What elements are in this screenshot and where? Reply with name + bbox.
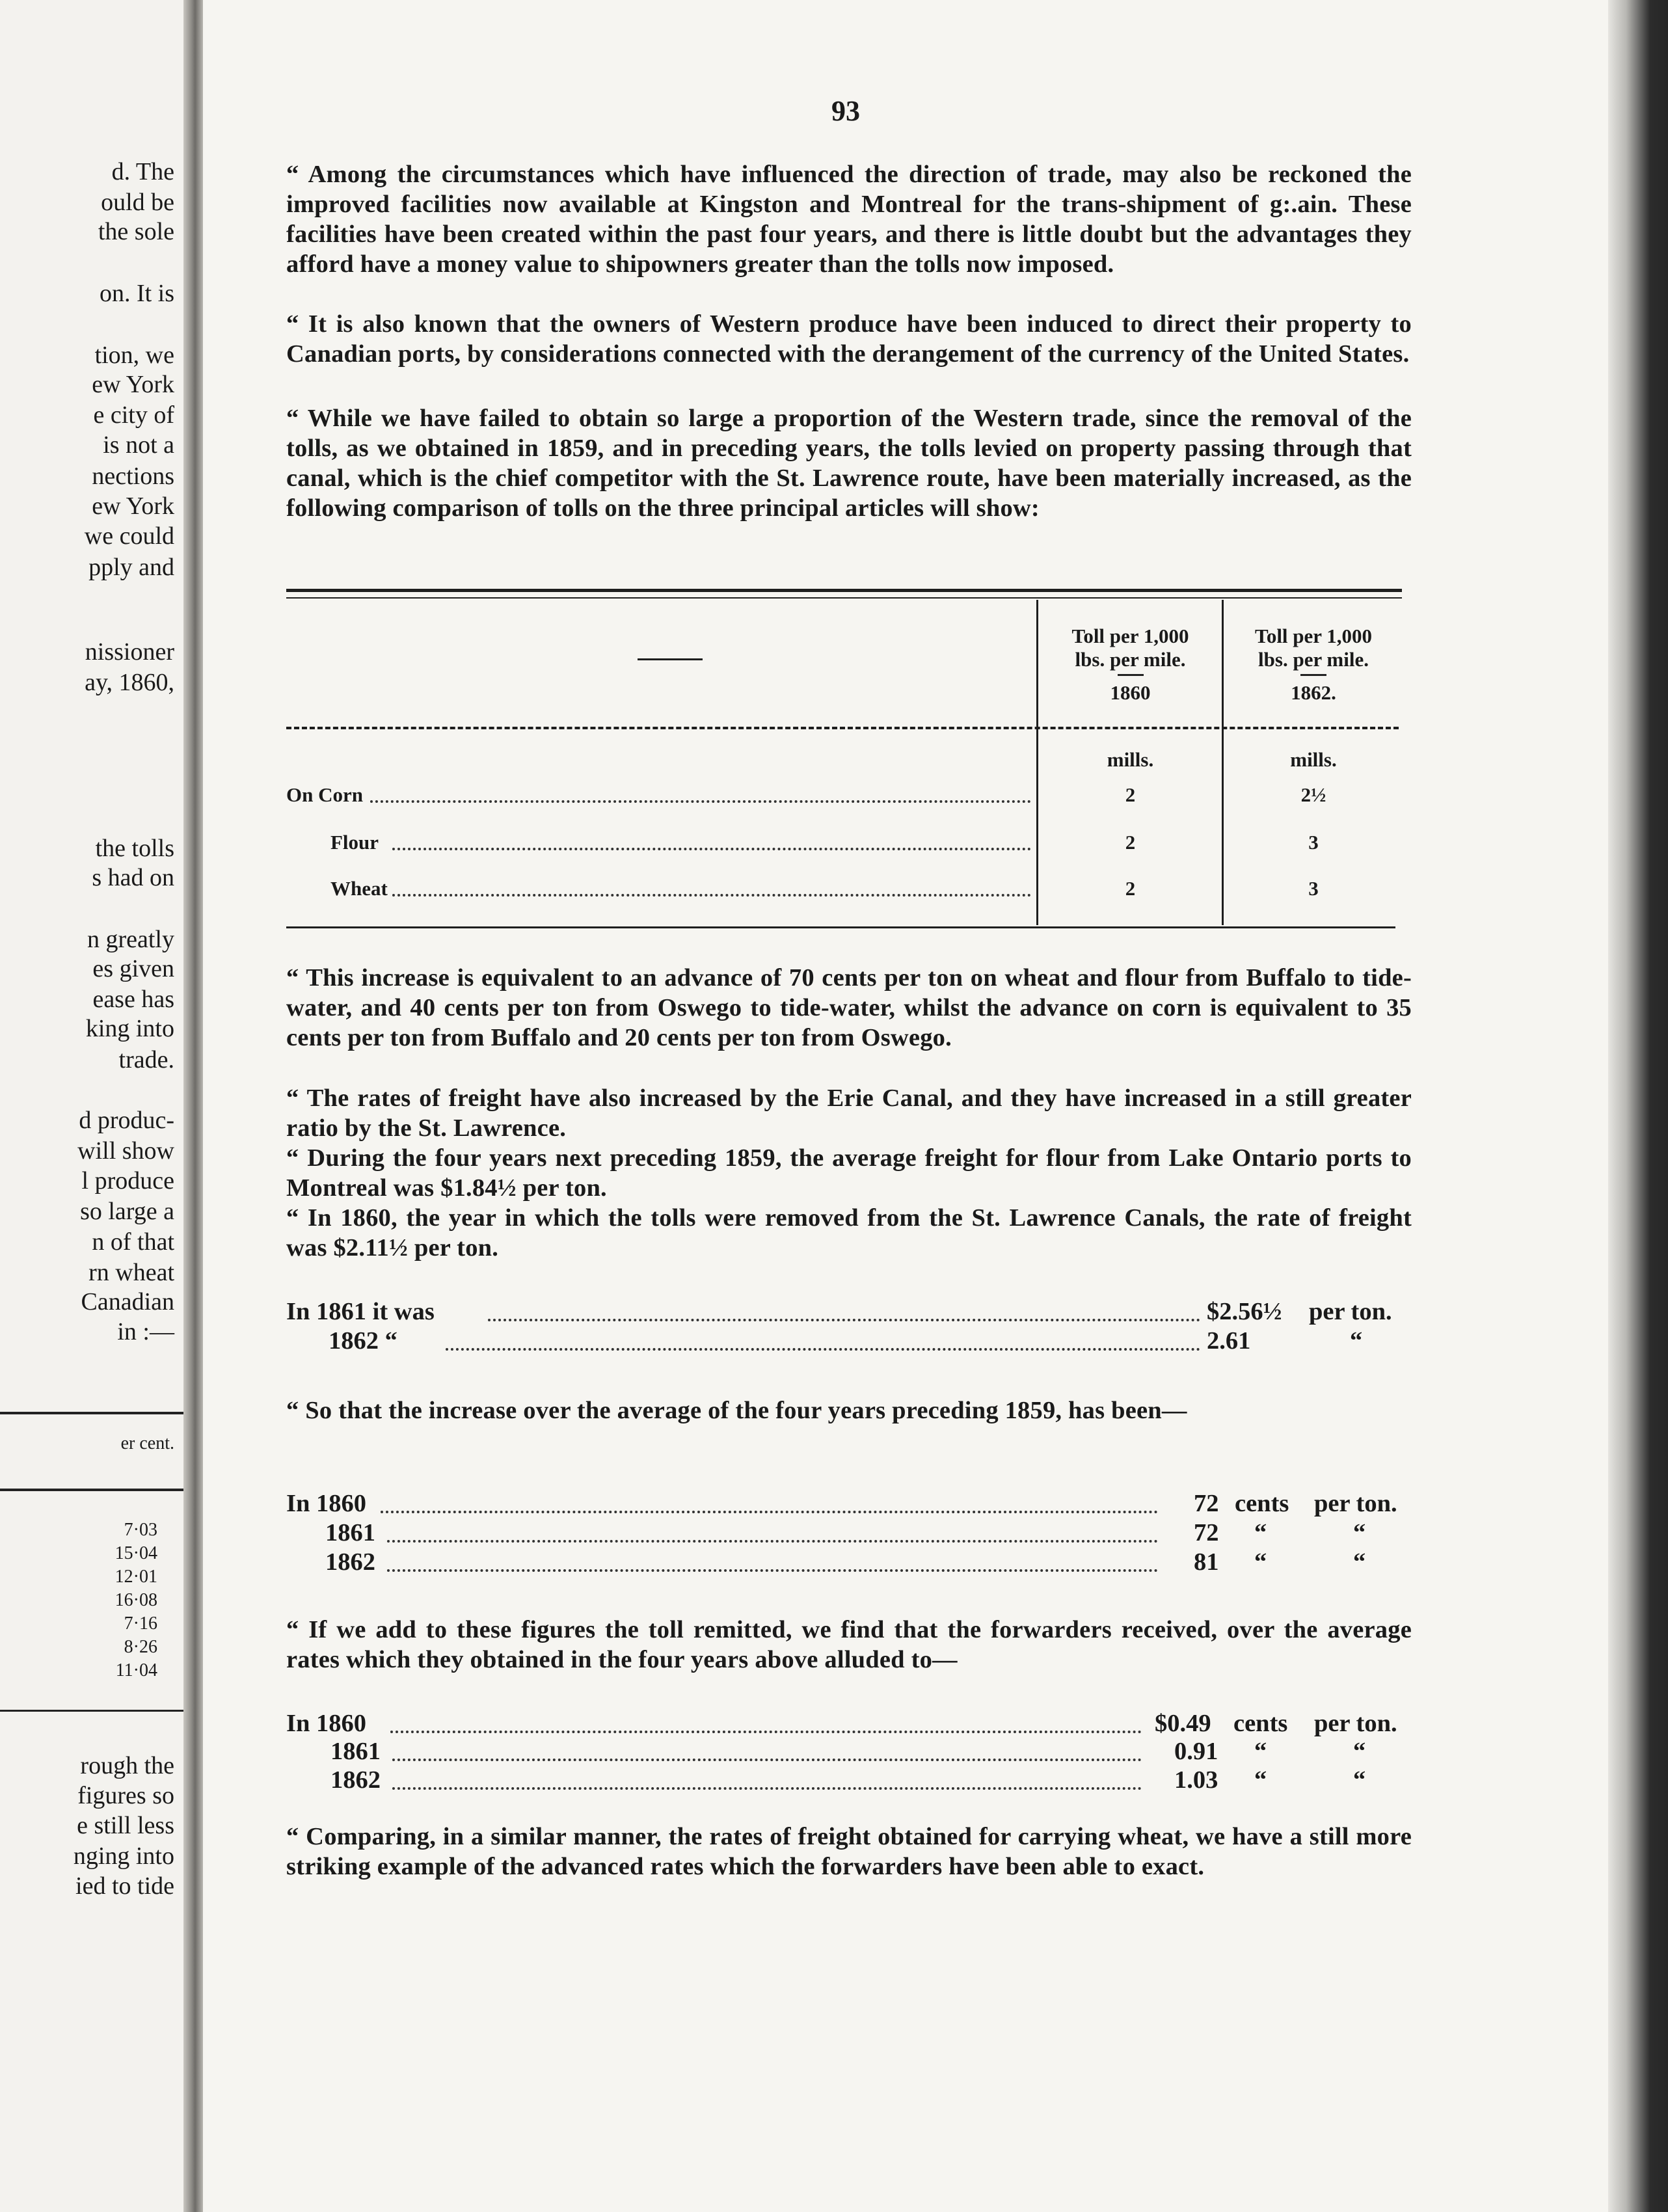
- col-header-1862: [1226, 625, 1401, 705]
- list-unit: “: [1254, 1548, 1267, 1576]
- paragraph-text: “ The rates of freight have also increased by the Erie Canal, and they have increased in a still greater ratio by the St. Lawrence.: [286, 1085, 1412, 1142]
- dot-leader: [392, 1787, 1142, 1790]
- unit-1860: mills.: [1107, 748, 1154, 771]
- dot-leader: [370, 800, 1031, 803]
- list-unit: “: [1353, 1738, 1366, 1765]
- list-label: 1861: [330, 1738, 381, 1765]
- list-label: 1862 “: [329, 1327, 397, 1355]
- paragraph: [286, 309, 1412, 369]
- list-unit: “: [1353, 1766, 1366, 1794]
- header-year: 1862.: [1291, 681, 1336, 704]
- paragraph: [286, 1203, 1412, 1263]
- list-label: In 1861 it was: [286, 1298, 435, 1325]
- list-value: $2.56½: [1207, 1298, 1282, 1325]
- fragment-line: ease has: [92, 986, 174, 1013]
- list-unit: “: [1350, 1327, 1363, 1355]
- page-number: 93: [831, 95, 860, 127]
- column-divider: [1036, 600, 1038, 925]
- fragment-line: d. The: [111, 158, 174, 185]
- fragment-line: nections: [92, 463, 174, 490]
- fragment-line: nissioner: [85, 638, 174, 666]
- fragment-line: rn wheat: [88, 1259, 174, 1286]
- header-dash: [1300, 674, 1326, 676]
- fragment-table-header: er cent.: [120, 1433, 174, 1453]
- list-unit: “: [1353, 1519, 1366, 1546]
- stub-header-dash: [638, 658, 703, 660]
- fragment-line: on. It is: [99, 280, 174, 307]
- paragraph-text: “ If we add to these figures the toll remitted, we find that the forwarders received, over the average rates which they obtained in the four years above alluded to—: [286, 1616, 1412, 1673]
- fragment-line: the tolls: [95, 835, 174, 862]
- paragraph-text: “ It is also known that the owners of Western produce have been induced to direct their property to Canadian ports, by considerations connected with the derangement of the currency of the United States.: [286, 310, 1412, 368]
- list-value: 1.03: [1174, 1766, 1218, 1794]
- fragment-line: s had on: [92, 864, 174, 891]
- fragment-line: will show: [77, 1137, 174, 1165]
- fragment-line: d produc-: [79, 1107, 174, 1134]
- table-bottom-rule: [286, 926, 1395, 928]
- list-value: 72: [1194, 1519, 1219, 1546]
- fragment-line: ould be: [101, 189, 174, 216]
- list-unit: “: [1254, 1766, 1267, 1794]
- fragment-line: king into: [85, 1015, 174, 1042]
- list-unit: “: [1254, 1738, 1267, 1765]
- fragment-line: l produce: [81, 1167, 174, 1194]
- list-unit: “: [1254, 1519, 1267, 1546]
- fragment-line: so large a: [80, 1198, 174, 1225]
- fragment-line: the sole: [98, 218, 174, 245]
- fragment-line: pply and: [88, 554, 174, 581]
- paragraph-text: “ So that the increase over the average of the four years preceding 1859, has been—: [286, 1397, 1187, 1424]
- paragraph-text: “ While we have failed to obtain so large a proportion of the Western trade, since the removal of the tolls, as we obtained in 1859, and in preceding years, the tolls levied on property passing through that canal, which is the chief competitor with the St. Lawrence route, have been materially increased, as the following comparison of tolls on the three principal articles will show:: [286, 405, 1412, 522]
- paragraph-text: “ This increase is equivalent to an advance of 70 cents per ton on wheat and flour from Buffalo to tide-water, and 40 cents per ton from Oswego to tide-water, whilst the advance on corn is equivalent to 35 cents per ton from Buffalo and 20 cents per ton from Oswego.: [286, 964, 1412, 1051]
- fragment-value: 16·08: [114, 1590, 157, 1610]
- header-line: Toll per 1,000: [1254, 625, 1372, 647]
- list-value: 72: [1194, 1490, 1219, 1517]
- table-top-rule: [286, 597, 1402, 599]
- fragment-line: nging into: [73, 1842, 174, 1870]
- dot-leader: [387, 1540, 1158, 1543]
- row-label: On Corn: [286, 783, 363, 806]
- book-gutter: [183, 0, 203, 2212]
- fragment-line: rough the: [80, 1752, 174, 1779]
- fragment-line: n of that: [92, 1228, 174, 1256]
- value-1862: 2½: [1300, 783, 1326, 806]
- fragment-line: es given: [92, 955, 174, 982]
- dot-leader: [390, 1731, 1142, 1733]
- fragment-line: e still less: [77, 1812, 174, 1839]
- header-dash: [1118, 674, 1144, 676]
- paragraph-text: “ Comparing, in a similar manner, the rates of freight obtained for carrying wheat, we have a still more striking example of the advanced rates which the forwarders have been able to exact.: [286, 1823, 1412, 1880]
- value-1862: 3: [1308, 831, 1319, 854]
- list-label: In 1860: [286, 1710, 367, 1737]
- header-line: lbs. per mile.: [1258, 648, 1369, 671]
- header-line: Toll per 1,000: [1071, 625, 1189, 647]
- fragment-line: tion, we: [94, 342, 174, 369]
- table-top-rule: [286, 589, 1402, 592]
- list-label: 1862: [330, 1766, 381, 1794]
- dot-leader: [392, 848, 1031, 850]
- fragment-line: we could: [84, 522, 174, 550]
- paragraph: [286, 963, 1412, 1053]
- fragment-value: 12·01: [114, 1567, 157, 1587]
- fragment-line: e city of: [93, 401, 174, 429]
- previous-page-fragment: [0, 0, 183, 2212]
- dot-leader: [387, 1569, 1158, 1572]
- paragraph-text: “ Among the circumstances which have influenced the direction of trade, may also be reckoned the improved facilities now available at Kingston and Montreal for the trans-shipment of g:.ain. These facilities have been created within the past four years, and there is little doubt but the advantages they afford have a money value to shipowners greater than the tolls now imposed.: [286, 161, 1412, 278]
- list-unit: per ton.: [1314, 1710, 1397, 1737]
- list-unit: cents: [1233, 1710, 1288, 1737]
- paragraph: [286, 1083, 1412, 1143]
- fragment-line: n greatly: [87, 926, 174, 953]
- fragment-value: 11·04: [115, 1660, 157, 1680]
- list-label: 1862: [325, 1548, 375, 1576]
- fragment-value: 7·03: [124, 1520, 157, 1540]
- list-unit: “: [1353, 1548, 1366, 1576]
- fragment-line: ew York: [92, 371, 174, 398]
- dot-leader: [488, 1319, 1200, 1321]
- fragment-rule: [0, 1412, 183, 1414]
- page-edge: [1608, 0, 1668, 2212]
- list-value: $0.49: [1155, 1710, 1211, 1737]
- value-1860: 2: [1125, 831, 1136, 854]
- header-rule: [286, 727, 1399, 729]
- paragraph-text: “ During the four years next preceding 1859, the average freight for flour from Lake Ontario ports to Montreal was $1.84½ per ton.: [286, 1144, 1412, 1202]
- fragment-rule: [0, 1710, 183, 1712]
- column-divider: [1222, 600, 1224, 925]
- fragment-line: in :—: [117, 1318, 174, 1345]
- paragraph: [286, 1822, 1412, 1882]
- dot-leader: [381, 1511, 1158, 1513]
- fragment-value: 15·04: [114, 1543, 157, 1563]
- list-value: 2.61: [1207, 1327, 1251, 1355]
- fragment-line: trade.: [118, 1046, 174, 1073]
- paragraph: [286, 403, 1412, 523]
- dot-leader: [392, 894, 1031, 897]
- col-header-1860: [1041, 625, 1220, 705]
- value-1862: 3: [1308, 877, 1319, 900]
- paragraph: [286, 1615, 1412, 1675]
- value-1860: 2: [1125, 877, 1136, 900]
- list-unit: per ton.: [1309, 1298, 1392, 1325]
- paragraph: [286, 1143, 1412, 1203]
- fragment-line: ew York: [92, 492, 174, 520]
- unit-1862: mills.: [1290, 748, 1337, 771]
- list-value: 81: [1194, 1548, 1219, 1576]
- dot-leader: [392, 1759, 1142, 1761]
- header-year: 1860: [1110, 681, 1151, 704]
- dot-leader: [446, 1348, 1200, 1351]
- list-unit: per ton.: [1314, 1490, 1397, 1517]
- header-line: lbs. per mile.: [1075, 648, 1186, 671]
- fragment-value: 7·16: [124, 1613, 157, 1634]
- list-value: 0.91: [1174, 1738, 1218, 1765]
- fragment-rule: [0, 1489, 183, 1491]
- fragment-line: Canadian: [81, 1288, 174, 1315]
- paragraph-text: “ In 1860, the year in which the tolls were removed from the St. Lawrence Canals, the rate of freight was $2.11½ per ton.: [286, 1204, 1412, 1261]
- list-label: In 1860: [286, 1490, 367, 1517]
- row-label: Wheat: [330, 877, 388, 900]
- fragment-value: 8·26: [124, 1637, 157, 1657]
- fragment-line: figures so: [77, 1782, 174, 1809]
- paragraph: [286, 1396, 1412, 1425]
- list-unit: cents: [1235, 1490, 1289, 1517]
- fragment-line: ay, 1860,: [85, 669, 174, 696]
- value-1860: 2: [1125, 783, 1136, 806]
- fragment-line: ied to tide: [75, 1872, 174, 1900]
- fragment-line: is not a: [103, 431, 174, 459]
- paragraph: [286, 159, 1412, 279]
- list-label: 1861: [325, 1519, 375, 1546]
- row-label: Flour: [330, 831, 379, 854]
